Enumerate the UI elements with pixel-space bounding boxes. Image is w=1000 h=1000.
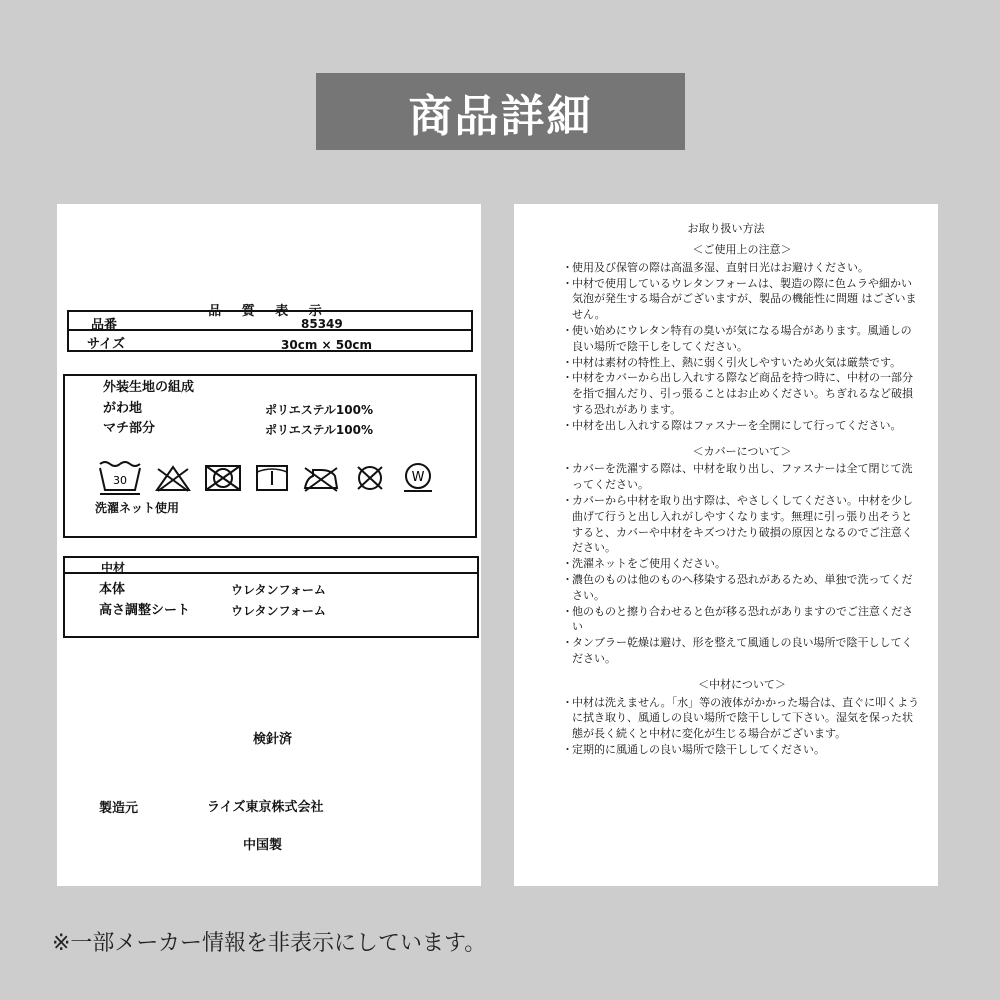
list-item: ・ 中材で使用しているウレタンフォームは、製造の際に色ムラや細かい気泡が発生する場合がございますが、製品の機能性に問題 はございません。 [562,276,917,322]
no-dry-clean-icon [352,463,388,493]
handling-list [562,238,922,758]
quality-label-title: 品 質 表 示 [208,304,330,319]
list-item: ・ タンブラー乾燥は避け、形を整えて風通しの良い場所で陰干ししてください。 [562,636,913,665]
list-item: ・ 定期的に風通しの良い場所で陰干ししてください。 [562,742,825,756]
product-number-value: 85349 [301,317,343,331]
outer-fabric-item-value: ポリエステル100% [265,403,373,417]
list-item: ・ 使い始めにウレタン特有の臭いが気になる場合があります。風通しの良い場所で陰干しをしてください。 [562,323,912,353]
filling-heading: 中材 [101,561,126,575]
page-title: 商品詳細 [408,90,593,142]
section-heading: ＜カバーについて＞ [692,444,792,458]
quality-label-card [57,204,481,886]
list-item: ・ 中材をカバーから出し入れする際など商品を持つ時に、中材の一部分を指で掴んだり、引っ張ることはお止めください。ちぎれるなど破損する恐れがあります。 [562,371,913,416]
product-number-label: 品番 [91,318,118,333]
care-symbols [97,460,437,496]
filling-item-label: 本体 [99,582,126,597]
no-iron-icon [301,463,341,493]
manufacturer-name: ライズ東京株式会社 [207,800,324,815]
section-heading: ＜中材について＞ [698,677,786,691]
filling-item-label: 高さ調整シート [99,603,191,618]
page-title-banner [316,73,685,150]
outer-fabric-item-label: がわ地 [103,401,143,416]
no-bleach-icon [154,463,192,493]
list-item: ・ 使用及び保管の際は高温多湿、直射日光はお避けください。 [562,260,869,274]
filling-item-value: ウレタンフォーム [231,583,326,597]
wash-30-icon [97,460,143,496]
wash-temp-label: 30 [113,474,127,487]
list-item: ・ 中材は洗えません。「水」等の液体がかかった場合は、直ぐに叩くように拭き取り、風通しの良い場所で陰干しして下さい。湿気を保った状態が長く続くと中材に変化が生じる場合がございます。 [562,695,920,741]
handling-title: お取り扱い方法 [687,222,765,235]
filling-item-value: ウレタンフォーム [231,604,326,618]
list-item: ・ 他のものと擦り合わせると色が移る恐れがありますのでご注意ください [562,604,913,634]
filling-divider [65,572,477,574]
size-label: サイズ [87,337,125,352]
list-item: ・ カバーから中材を取り出す際は、やさしくしてください。中材を少し曲げて行うと出し入れがしやすくなります。無理に引っ張り出そうとすると、カバーや中材をキズつけたり破損の原因となるのでご注意ください。 [562,493,913,555]
manufacturer-label: 製造元 [99,801,139,816]
outer-fabric-heading: 外装生地の組成 [103,380,195,395]
care-note: 洗濯ネット使用 [95,501,180,515]
wet-clean-icon [399,462,437,494]
list-item: ・ カバーを洗濯する際は、中材を取り出し、ファスナーは全て閉じて洗ってください。 [562,462,913,492]
outer-fabric-item-label: マチ部分 [103,421,156,436]
no-tumble-dry-icon [203,463,243,493]
outer-fabric-item-value: ポリエステル100% [265,423,373,437]
list-item: ・ 中材を出し入れする際はファスナーを全開にして行ってください。 [562,418,902,432]
list-item: ・ 洗濯ネットをご使用ください。 [562,557,726,571]
product-info-table [67,310,473,352]
disclaimer-note: ※一部メーカー情報を非表示にしています。 [52,931,487,956]
inspection-mark: 検針済 [253,732,293,747]
list-item: ・ 中材は素材の特性上、熱に弱く引火しやすいため火気は厳禁です。 [562,355,902,369]
line-dry-icon [254,463,290,493]
list-item: ・ 濃色のものは他のものへ移染する恐れがあるため、単独で洗ってください。 [562,572,913,602]
country-of-origin: 中国製 [243,838,283,853]
wet-clean-label: W [411,470,425,485]
size-value: 30cm × 50cm [281,338,373,352]
table-divider [69,329,471,331]
handling-instructions-card [514,204,938,886]
section-heading: ＜ご使用上の注意＞ [692,243,792,256]
